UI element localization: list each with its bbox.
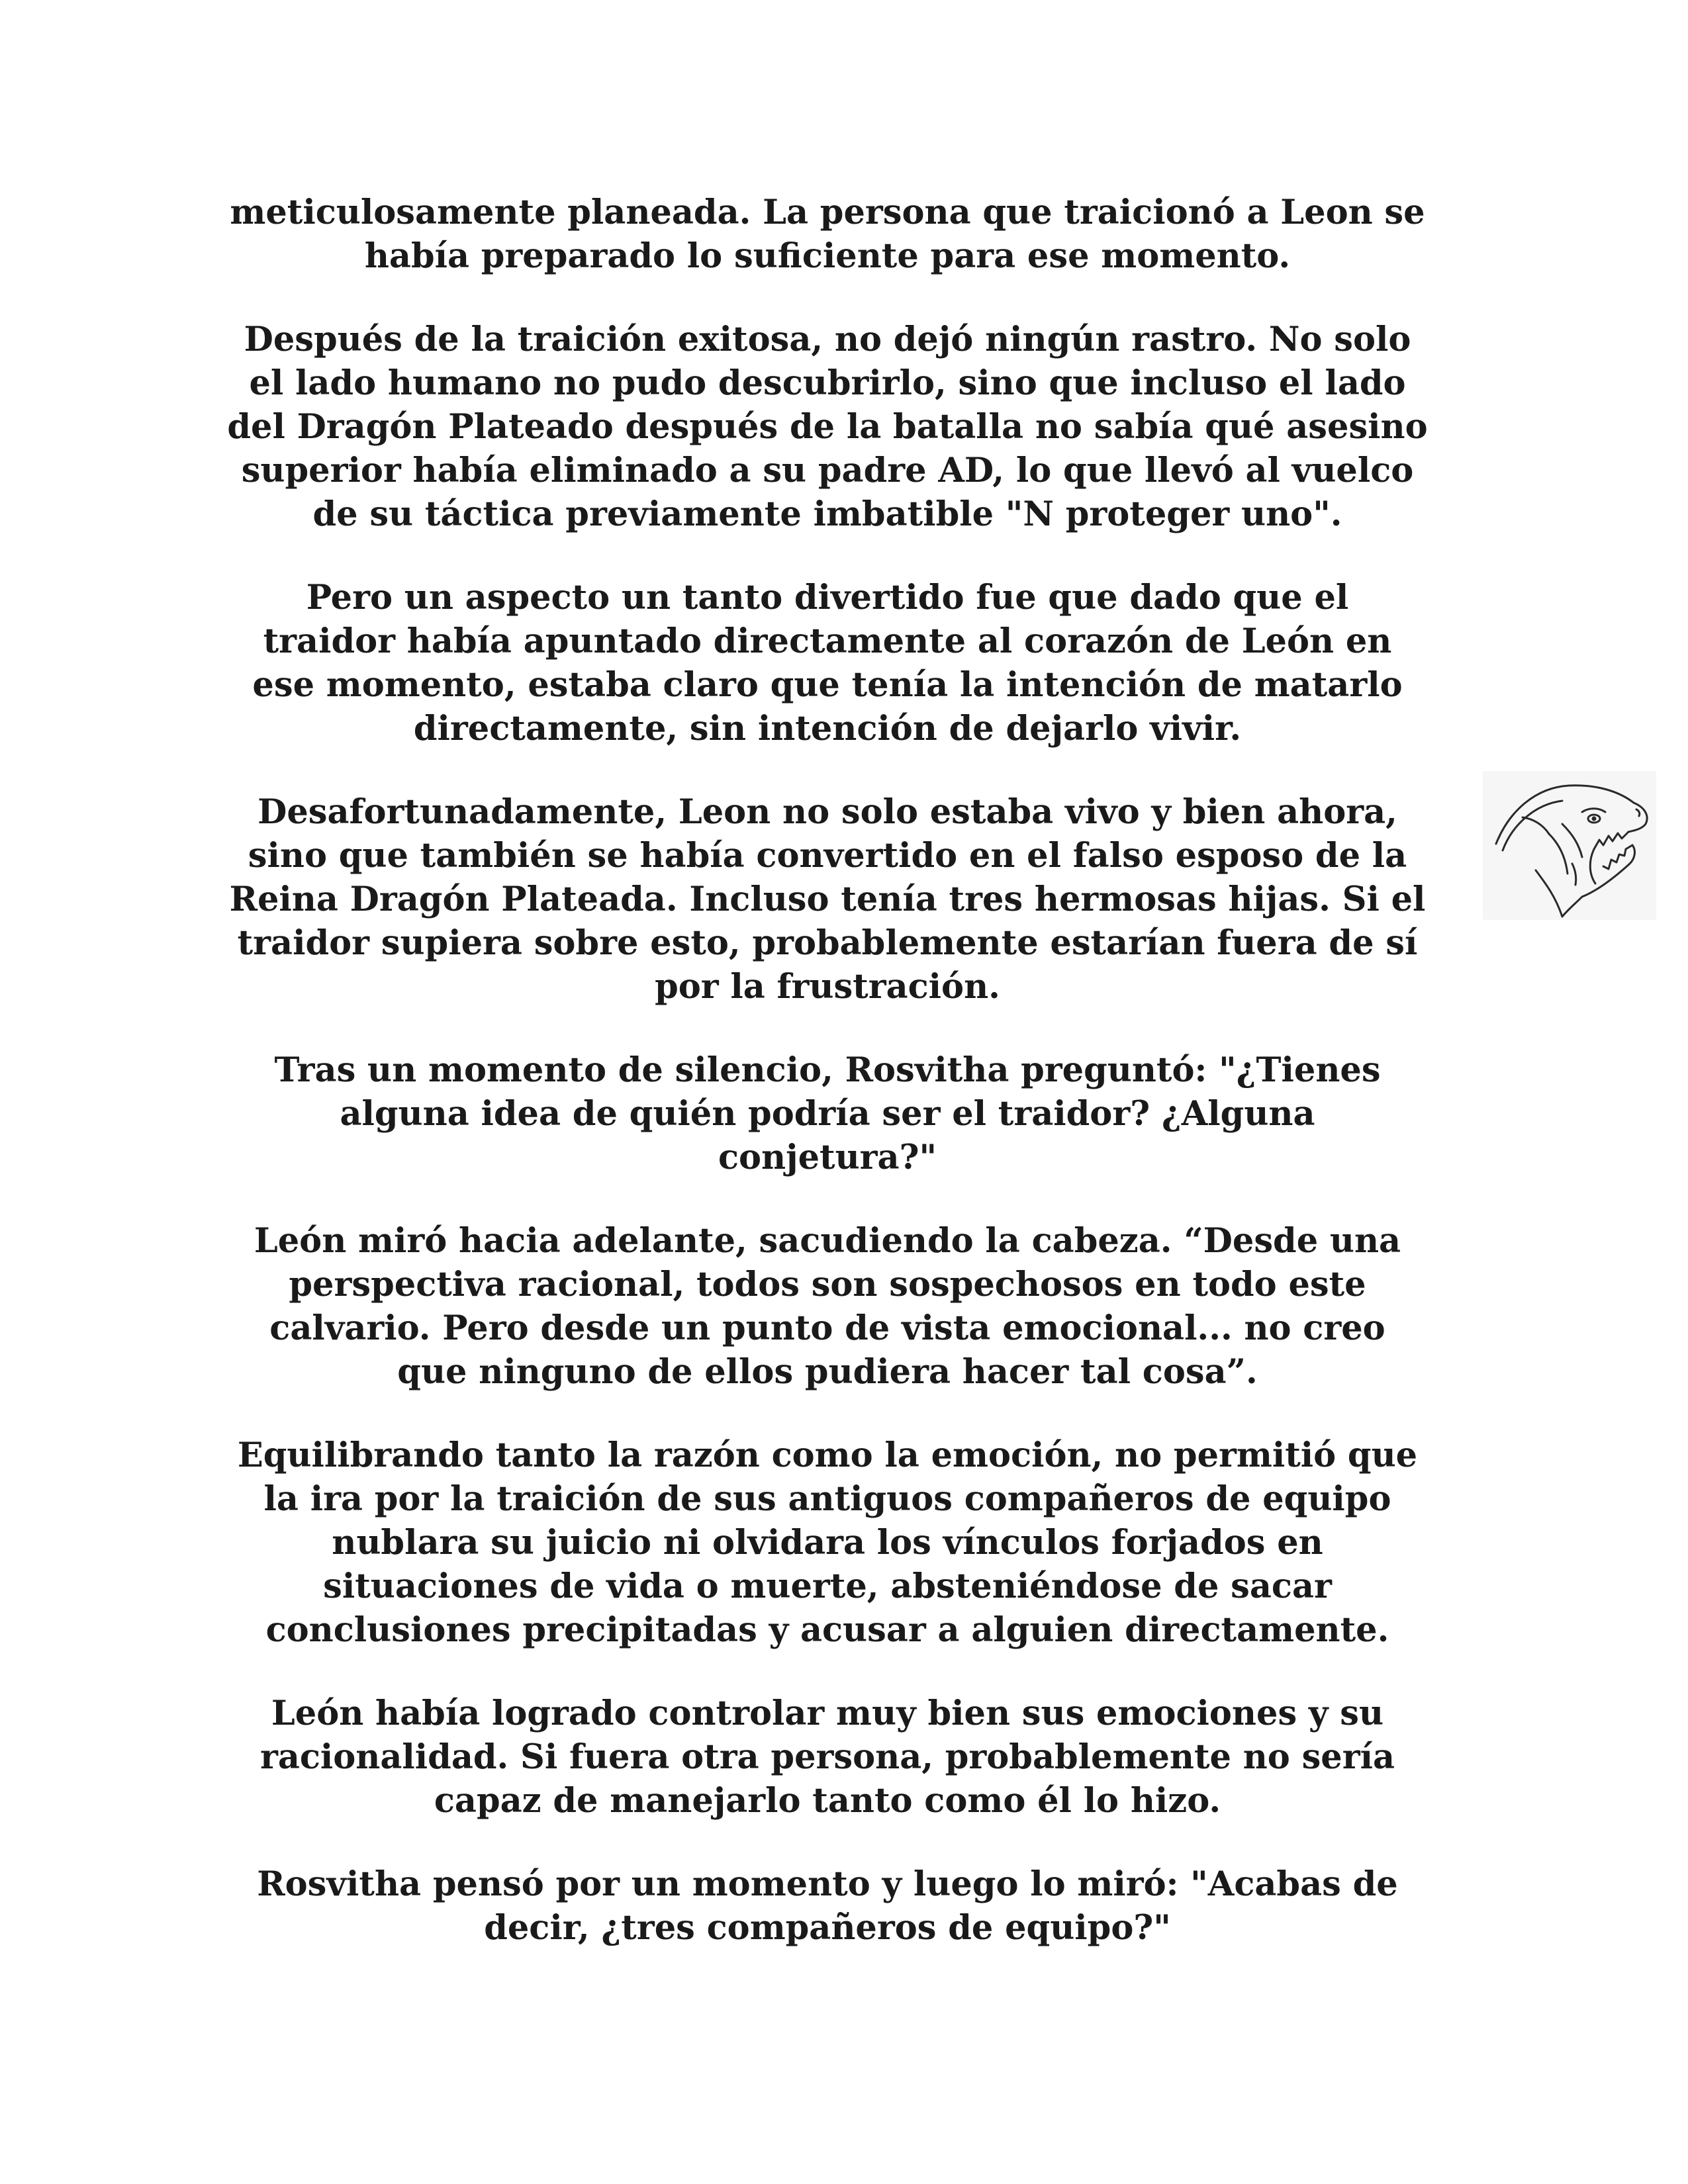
text-line: el lado humano no pudo descubrirlo, sino que incluso el lado (249, 363, 1406, 403)
paragraph-4 (199, 790, 1456, 1009)
text-line: capaz de manejarlo tanto como él lo hizo. (434, 1781, 1221, 1821)
text-line: la ira por la traición de sus antiguos compañeros de equipo (263, 1479, 1391, 1519)
text-line: León había logrado controlar muy bien sus emociones y su (271, 1694, 1384, 1733)
paragraph-9 (199, 1862, 1456, 1950)
paragraph-1 (199, 191, 1456, 278)
text-body (199, 191, 1456, 1989)
text-line: Reina Dragón Plateada. Incluso tenía tres hermosas hijas. Si el (229, 880, 1426, 919)
text-line: decir, ¿tres compañeros de equipo?" (484, 1908, 1171, 1948)
text-line: Equilibrando tanto la razón como la emoción, no permitió que (237, 1435, 1418, 1475)
text-line: Tras un momento de silencio, Rosvitha preguntó: "¿Tienes (274, 1050, 1381, 1090)
text-line: conclusiones precipitadas y acusar a alguien directamente. (265, 1610, 1389, 1650)
text-line: Desafortunadamente, Leon no solo estaba vivo y bien ahora, (258, 792, 1397, 832)
text-line: por la frustración. (655, 967, 1000, 1007)
paragraph-5 (199, 1048, 1456, 1179)
text-line: Rosvitha pensó por un momento y luego lo miró: "Acabas de (257, 1864, 1398, 1904)
text-line: Después de la traición exitosa, no dejó ningún rastro. No solo (244, 320, 1411, 359)
text-line: de su táctica previamente imbatible "N proteger uno". (312, 494, 1342, 534)
text-line: que ninguno de ellos pudiera hacer tal cosa”. (397, 1352, 1258, 1392)
paragraph-7 (199, 1433, 1456, 1652)
text-line: calvario. Pero desde un punto de vista emocional... no creo (269, 1308, 1385, 1348)
text-line: traidor había apuntado directamente al corazón de León en (263, 621, 1392, 661)
text-line: directamente, sin intención de dejarlo vivir. (413, 709, 1242, 749)
text-line: León miró hacia adelante, sacudiendo la cabeza. “Desde una (254, 1221, 1401, 1261)
text-line: traidor supiera sobre esto, probablemente estarían fuera de sí (237, 923, 1418, 963)
dinosaur-head-sketch-icon (1483, 771, 1656, 920)
text-line: racionalidad. Si fuera otra persona, probablemente no sería (259, 1737, 1395, 1777)
text-line: ese momento, estaba claro que tenía la intención de matarlo (252, 665, 1403, 705)
text-line: situaciones de vida o muerte, absteniéndose de sacar (323, 1567, 1332, 1606)
text-line: del Dragón Plateado después de la batalla no sabía qué asesino (227, 407, 1428, 447)
text-line: sino que también se había convertido en el falso esposo de la (248, 836, 1407, 876)
paragraph-3 (199, 576, 1456, 751)
text-line: había preparado lo suficiente para ese momento. (364, 236, 1291, 276)
text-line: meticulosamente planeada. La persona que traicionó a Leon se (230, 193, 1425, 232)
paragraph-8 (199, 1692, 1456, 1823)
text-line: Pero un aspecto un tanto divertido fue que dado que el (306, 578, 1349, 617)
text-line: nublara su juicio ni olvidara los vínculos forjados en (332, 1523, 1323, 1563)
text-line: superior había eliminado a su padre AD, lo que llevó al vuelco (241, 451, 1414, 490)
text-line: alguna idea de quién podría ser el traidor? ¿Alguna (340, 1094, 1315, 1134)
paragraph-6 (199, 1219, 1456, 1394)
paragraph-2 (199, 318, 1456, 536)
text-line: perspectiva racional, todos son sospechosos en todo este (289, 1265, 1366, 1304)
text-line: conjetura?" (718, 1138, 937, 1177)
